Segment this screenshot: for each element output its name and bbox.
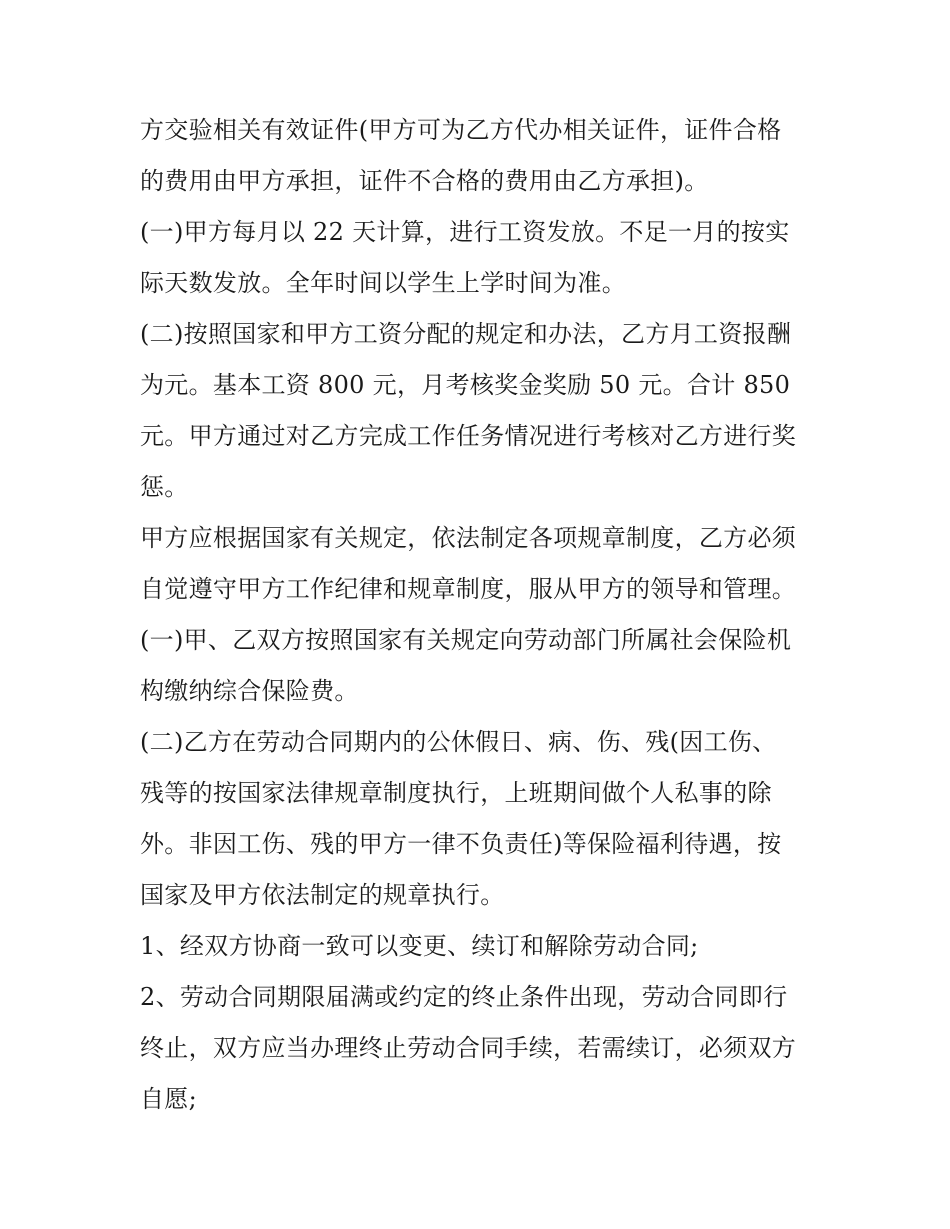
text-line: (二)按照国家和甲方工资分配的规定和办法，乙方月工资报酬 [140, 320, 792, 348]
text-line: 际天数发放。全年时间以学生上学时间为准。 [140, 269, 626, 297]
text-line: 惩。 [140, 473, 189, 501]
text-line: 1、经双方协商一致可以变更、续订和解除劳动合同; [140, 932, 699, 960]
text-line: 的费用由甲方承担，证件不合格的费用由乙方承担)。 [140, 167, 709, 195]
text-line: 为元。基本工资 800 元，月考核奖金奖励 50 元。合计 850 [140, 371, 791, 399]
text-line: (二)乙方在劳动合同期内的公休假日、病、伤、残(因工伤、 [140, 728, 777, 756]
text-line: 2、劳动合同期限届满或约定的终止条件出现，劳动合同即行 [140, 983, 788, 1011]
text-line: (一)甲方每月以 22 天计算，进行工资发放。不足一月的按实 [140, 218, 790, 246]
text-line: 国家及甲方依法制定的规章执行。 [140, 881, 505, 909]
text-line: 甲方应根据国家有关规定，依法制定各项规章制度，乙方必须 [140, 524, 797, 552]
text-line: 外。非因工伤、残的甲方一律不负责任)等保险福利待遇，按 [140, 830, 782, 858]
document-body [140, 105, 820, 1125]
text-line: 残等的按国家法律规章制度执行，上班期间做个人私事的除 [140, 779, 772, 807]
text-line: 方交验相关有效证件(甲方可为乙方代办相关证件，证件合格 [140, 116, 782, 144]
text-line: 自愿; [140, 1085, 197, 1113]
text-line: 构缴纳综合保险费。 [140, 677, 359, 705]
text-line: (一)甲、乙双方按照国家有关规定向劳动部门所属社会保险机 [140, 626, 792, 654]
text-line: 元。甲方通过对乙方完成工作任务情况进行考核对乙方进行奖 [140, 422, 797, 450]
text-line: 自觉遵守甲方工作纪律和规章制度，服从甲方的领导和管理。 [140, 575, 797, 603]
text-line: 终止，双方应当办理终止劳动合同手续，若需续订，必须双方 [140, 1034, 797, 1062]
